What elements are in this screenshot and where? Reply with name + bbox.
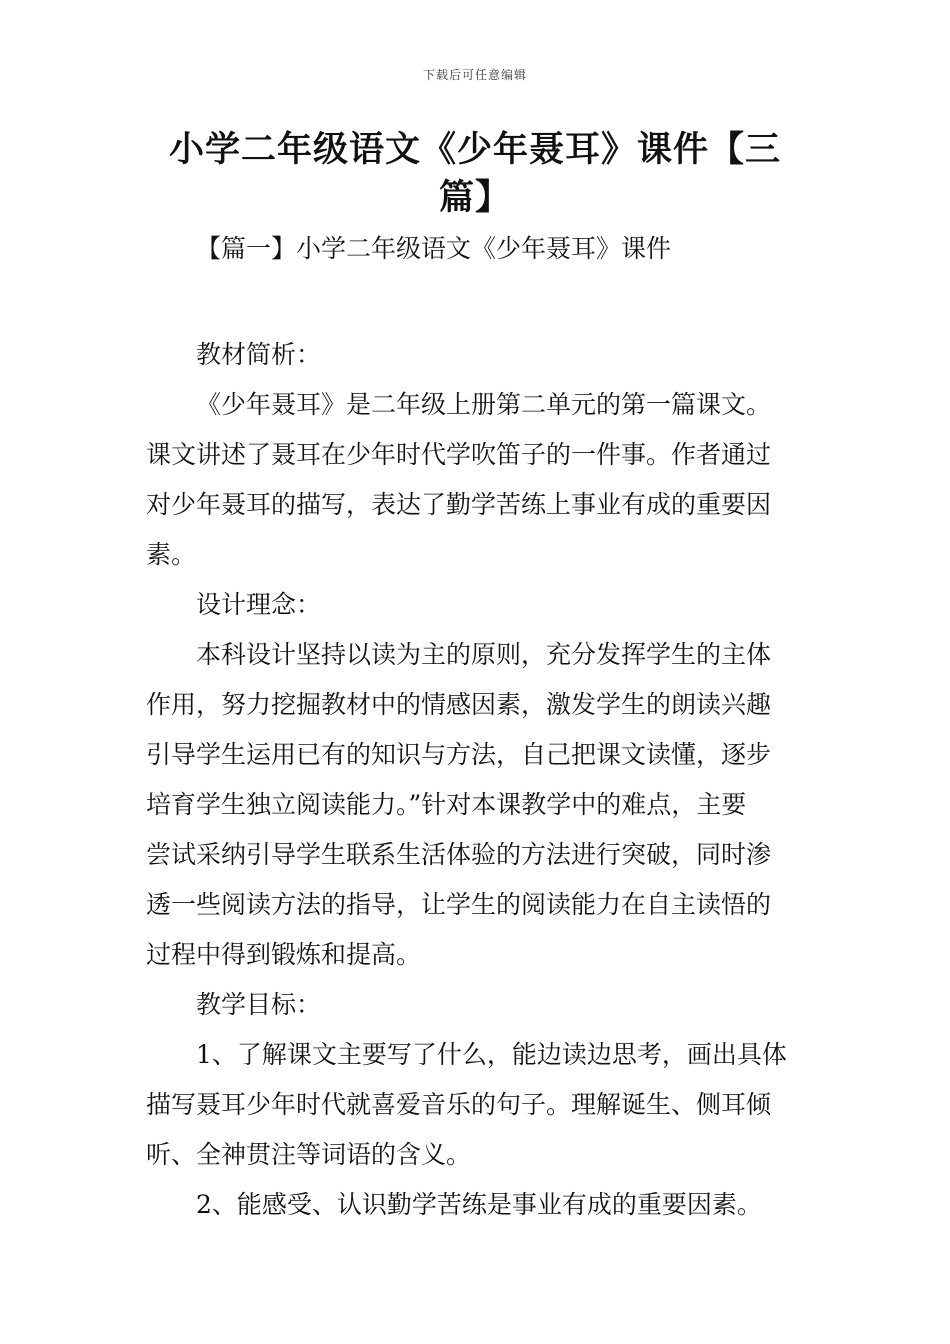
- paragraph-heading-teaching-goals: 教学目标：: [196, 990, 322, 1019]
- paragraph-line: 本科设计坚持以读为主的原则，充分发挥学生的主体: [196, 640, 772, 669]
- paragraph-line: 透一些阅读方法的指导，让学生的阅读能力在自主读悟的: [146, 890, 772, 919]
- paragraph-line: 1、了解课文主要写了什么，能边读边思考，画出具体: [196, 1040, 787, 1069]
- title-line-1: 小学二年级语文《少年聂耳》课件【三: [168, 130, 781, 170]
- paragraph-line: 引导学生运用已有的知识与方法，自己把课文读懂，逐步: [146, 740, 772, 769]
- paragraph-line: 培育学生独立阅读能力。”针对本课教学中的难点，主要: [146, 790, 747, 819]
- paragraph-line: 2、能感受、认识勤学苦练是事业有成的重要因素。: [196, 1190, 762, 1219]
- paragraph-line: 过程中得到锻炼和提高。: [146, 940, 422, 969]
- paragraph-line: 作用，努力挖掘教材中的情感因素，激发学生的朗读兴趣: [146, 690, 772, 719]
- paragraph-line: 尝试采纳引导学生联系生活体验的方法进行突破，同时渗: [146, 840, 772, 869]
- paragraph-line: 对少年聂耳的描写，表达了勤学苦练上事业有成的重要因: [146, 490, 772, 519]
- header-note: 下载后可任意编辑: [422, 68, 527, 82]
- paragraph-line: 描写聂耳少年时代就喜爱音乐的句子。理解诞生、侧耳倾: [146, 1090, 772, 1119]
- paragraph-line: 《少年聂耳》是二年级上册第二单元的第一篇课文。: [196, 390, 772, 419]
- paragraph-heading-textbook-analysis: 教材简析：: [196, 340, 322, 369]
- title-line-2: 篇】: [438, 178, 511, 218]
- section-heading: 【篇一】小学二年级语文《少年聂耳》课件: [196, 234, 672, 263]
- paragraph-line: 课文讲述了聂耳在少年时代学吹笛子的一件事。作者通过: [146, 440, 772, 469]
- paragraph-line: 听、全神贯注等词语的含义。: [146, 1140, 472, 1169]
- paragraph-heading-design-concept: 设计理念：: [196, 590, 322, 619]
- paragraph-line: 素。: [146, 540, 197, 569]
- document-title: [150, 126, 800, 222]
- body-text: [146, 330, 808, 1230]
